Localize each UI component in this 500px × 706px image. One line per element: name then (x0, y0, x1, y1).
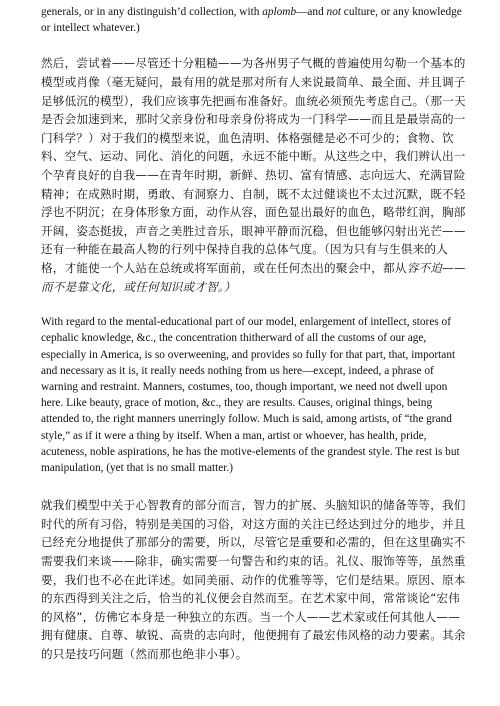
paragraph-english-intro (41, 4, 467, 36)
text-run: —and (296, 6, 327, 18)
paragraph-english-mental: With regard to the mental-educational part of our model, enlargement of intellect, stores of cephalic knowledge, &c., the concentration thitherward of all the customs of our age, especially in America, is so overweening, and provides so fully for that part, that, important and necessary as it is, it really needs nothing from us here—except, indeed, a phrase of warning and restraint. Manners, costumes, too, though important, we need not dwell upon here. Like beauty, grace of motion, &c., they are results. Causes, original things, being attended to, the right manners unerringly follow. Much is said, among artists, of “the grand style,” as if it were a thing by itself. When a man, artist or whoever, has health, pride, acuteness, noble aspirations, he has the motive-elements of the grandest style. The rest is but manipulation, (yet that is no small matter.) (41, 316, 460, 474)
paragraph-chinese-model (41, 54, 467, 296)
italic-word: aplomb (262, 6, 297, 18)
text-run: 然后，尝试着——尽管还十分粗糙——为各州男子气概的普遍使用勾勒一个基本的模型或肖像（毫无疑问，最有用的就是那对所有人来说最简单、最全面、并且调子足够低沉的模型），我们应该事先把画布准备好。血统必须预先考虑自己。（那一天是否会加速到来，那时父亲身份和母亲身份将成为一门科学——而且是最崇高的一门科学？）对于我们的模型来说，血色清明、体格强健是必不可少的；食物、饮料、空气、运动、同化、消化的问题，永远不能中断。从这些之中，我们辨认出一个孕育良好的自我——在青年时期，新鲜、热切、富有情感、志向远大、充满冒险精神；在成熟时期，勇敢、有洞察力、自制，既不太过健谈也不太过沉默，既不轻浮也不阴沉；在身体形象方面，动作从容，面色显出最好的血色，略带红润，胸部开阔，姿态挺拔，声音之美胜过音乐，眼神平静而沉稳，但也能够闪射出光芒——还有一种能在最高人物的行列中保持自我的总体气度。（因为只有与生俱来的人格，才能使一个人站在总统或将军面前，或在任何杰出的聚会中，都从 (41, 56, 466, 275)
italic-word: not (326, 6, 341, 18)
text-run: generals, or in any distinguish’d collection, with (41, 6, 263, 18)
italic-text: 容不迫——而不是靠文化，或任何知识或才智。） (41, 260, 466, 294)
text-run: culture, or any knowledge or intellect whatever.) (41, 6, 462, 35)
paragraph-chinese-mental: 就我们模型中关于心智教育的部分而言，智力的扩展、头脑知识的储备等等，我们时代的所有习俗，特别是美国的习俗，对这方面的关注已经达到过分的地步，并且已经充分地提供了那部分的需要，所以，尽管它是重要和必需的，但在这里确实不需要我们来谈——除非，确实需要一句警告和约束的话。礼仪、服饰等等，虽然重要，我们也不必在此详述。如同美丽、动作的优雅等等，它们是结果。原因、原本的东西得到关注之后，恰当的礼仪便会自然而至。在艺术家中间，常常谈论“宏伟的风格”，仿佛它本身是一种独立的东西。当一个人——艺术家或任何其他人——拥有健康、自尊、敏锐、高贵的志向时，他便拥有了最宏伟风格的动力要素。其余的只是技巧问题（然而那也绝非小事）。 (41, 498, 466, 661)
